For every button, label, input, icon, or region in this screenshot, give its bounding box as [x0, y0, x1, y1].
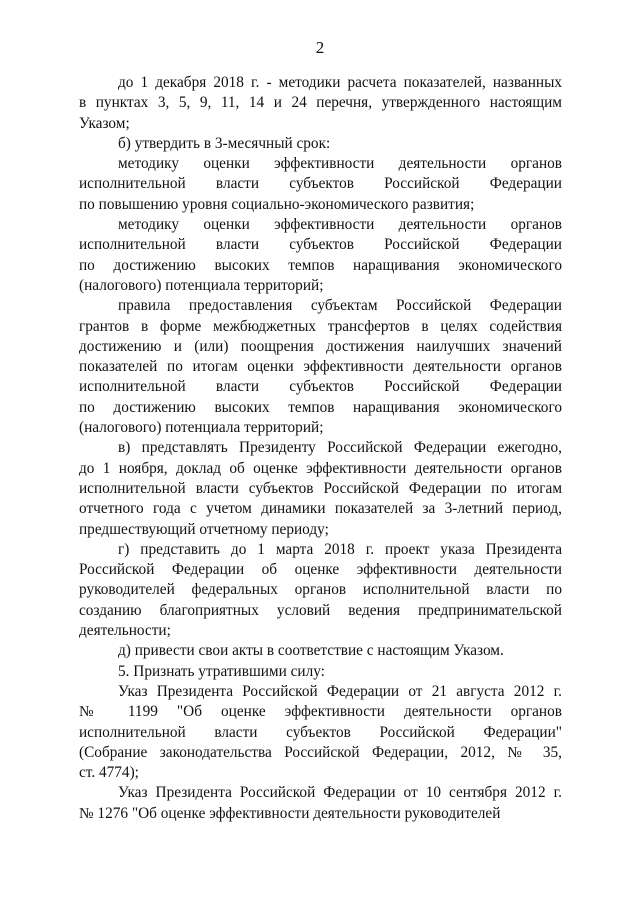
paragraph [79, 154, 562, 215]
paragraph [79, 682, 562, 783]
paragraph-line: деятельности; [79, 622, 171, 640]
paragraph-line: по достижению высоких темпов наращивания экономического [79, 398, 562, 416]
paragraph [79, 783, 562, 824]
paragraph-line: до 1 декабря 2018 г. - методики расчета показателей, названных [118, 74, 562, 91]
paragraph [79, 641, 562, 661]
paragraph-line: в пунктах 3, 5, 9, 11, 14 и 24 перечня, утвержденного настоящим [79, 94, 562, 112]
paragraph-line: ст. 4774); [79, 764, 139, 782]
paragraph-line: г) представить до 1 марта 2018 г. проект указа Президента [118, 540, 562, 558]
paragraph-line: созданию благоприятных условий ведения предпринимательской [79, 601, 562, 619]
paragraph-line: Указ Президента Российской Федерации от 21 августа 2012 г. [118, 682, 562, 700]
paragraph-line: (Собрание законодательства Российской Федерации, 2012, № 35, [79, 743, 562, 761]
paragraph-line: по достижению высоких темпов наращивания экономического [79, 256, 562, 274]
paragraph-line: исполнительной власти субъектов Российской Федерации [79, 236, 562, 254]
paragraph [79, 662, 562, 682]
paragraph-line: предшествующий отчетному периоду; [79, 520, 329, 538]
paragraph-line: исполнительной власти субъектов Российской Федерации" [79, 723, 562, 741]
paragraph-line: грантов в форме межбюджетных трансфертов в целях содействия [79, 317, 562, 335]
paragraph-line: исполнительной власти субъектов Российской Федерации [79, 378, 562, 396]
paragraph-line: отчетного года с учетом динамики показателей за 3-летний период, [79, 500, 562, 518]
paragraph [79, 215, 562, 296]
paragraph-line: б) утвердить в 3-месячный срок: [118, 134, 331, 152]
paragraph-line: Российской Федерации об оценке эффективности деятельности [79, 561, 562, 579]
paragraph-line: показателей по итогам оценки эффективности деятельности органов [79, 358, 562, 376]
paragraph-line: правила предоставления субъектам Российской Федерации [118, 297, 562, 315]
paragraph-line: методику оценки эффективности деятельности органов [118, 216, 562, 234]
paragraph [79, 540, 562, 641]
paragraph-line: по повышению уровня социально-экономического развития; [79, 195, 475, 213]
paragraph [79, 134, 562, 154]
paragraph-line: достижению и (или) поощрения достижения наилучших значений [79, 337, 562, 355]
paragraph-line: исполнительной власти субъектов Российской Федерации [79, 175, 562, 193]
page-number: 2 [315, 38, 325, 57]
paragraph-line: в) представлять Президенту Российской Федерации ежегодно, [118, 439, 562, 457]
paragraph-line: 5. Признать утратившими силу: [118, 662, 325, 680]
paragraph [79, 438, 562, 539]
paragraph [79, 73, 562, 134]
paragraph-line: № 1276 "Об оценке эффективности деятельности руководителей [79, 804, 501, 822]
paragraph-line: д) привести свои акты в соответствие с настоящим Указом. [118, 642, 504, 660]
paragraph-line: Указ Президента Российской Федерации от 10 сентября 2012 г. [118, 784, 562, 802]
paragraph-line: (налогового) потенциала территорий; [79, 276, 324, 294]
paragraph-line: Указом; [79, 114, 130, 132]
paragraph-line: руководителей федеральных органов исполнительной власти по [79, 581, 562, 599]
paragraph-line: № 1199 "Об оценке эффективности деятельности органов [79, 703, 562, 721]
paragraph-line: до 1 ноября, доклад об оценке эффективности деятельности органов [79, 459, 562, 477]
paragraph-line: (налогового) потенциала территорий; [79, 419, 324, 437]
paragraph [79, 296, 562, 438]
document-body [79, 73, 562, 824]
paragraph-line: методику оценки эффективности деятельности органов [118, 155, 562, 173]
paragraph-line: исполнительной власти субъектов Российской Федерации по итогам [79, 479, 562, 497]
